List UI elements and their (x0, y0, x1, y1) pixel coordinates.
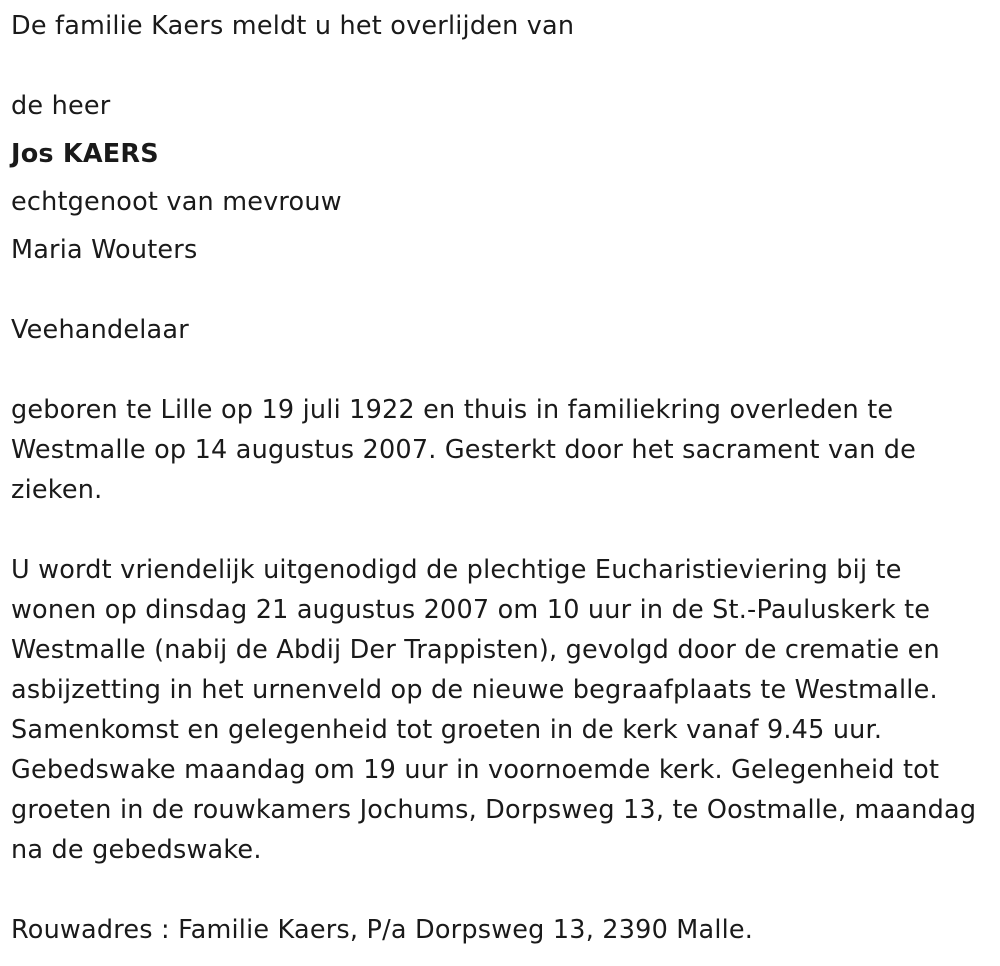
salutation: de heer (11, 91, 111, 121)
intro-text: De familie Kaers meldt u het overlijden van (11, 11, 575, 41)
spouse-name: Maria Wouters (11, 235, 198, 265)
deceased-name: Jos KAERS (11, 139, 159, 169)
birth-death-paragraph: geboren te Lille op 19 juli 1922 en thuis in familiekring overleden te Westmalle op 14 augustus 2007. Gesterkt door het sacrament van de zieken. (11, 395, 917, 505)
ceremony-paragraph: U wordt vriendelijk uitgenodigd de plechtige Eucharistieviering bij te wonen op dinsdag 21 augustus 2007 om 10 uur in de St.-Pauluskerk te Westmalle (nabij de Abdij Der Trappisten), gevolgd door de crematie en asbijzetting in het urnenveld op de nieuwe begraafplaats te Westmalle. Samenkomst en gelegenheid tot groeten in de kerk vanaf 9.45 uur. Gebedswake maandag om 19 uur in voornoemde kerk. Gelegenheid tot groeten in de rouwkamers Jochums, Dorpsweg 13, te Oostmalle, maandag na de gebedswake. (11, 555, 977, 865)
occupation: Veehandelaar (11, 315, 189, 345)
spouse-relation: echtgenoot van mevrouw (11, 187, 342, 217)
mourning-address: Rouwadres : Familie Kaers, P/a Dorpsweg 13, 2390 Malle. (11, 915, 754, 945)
